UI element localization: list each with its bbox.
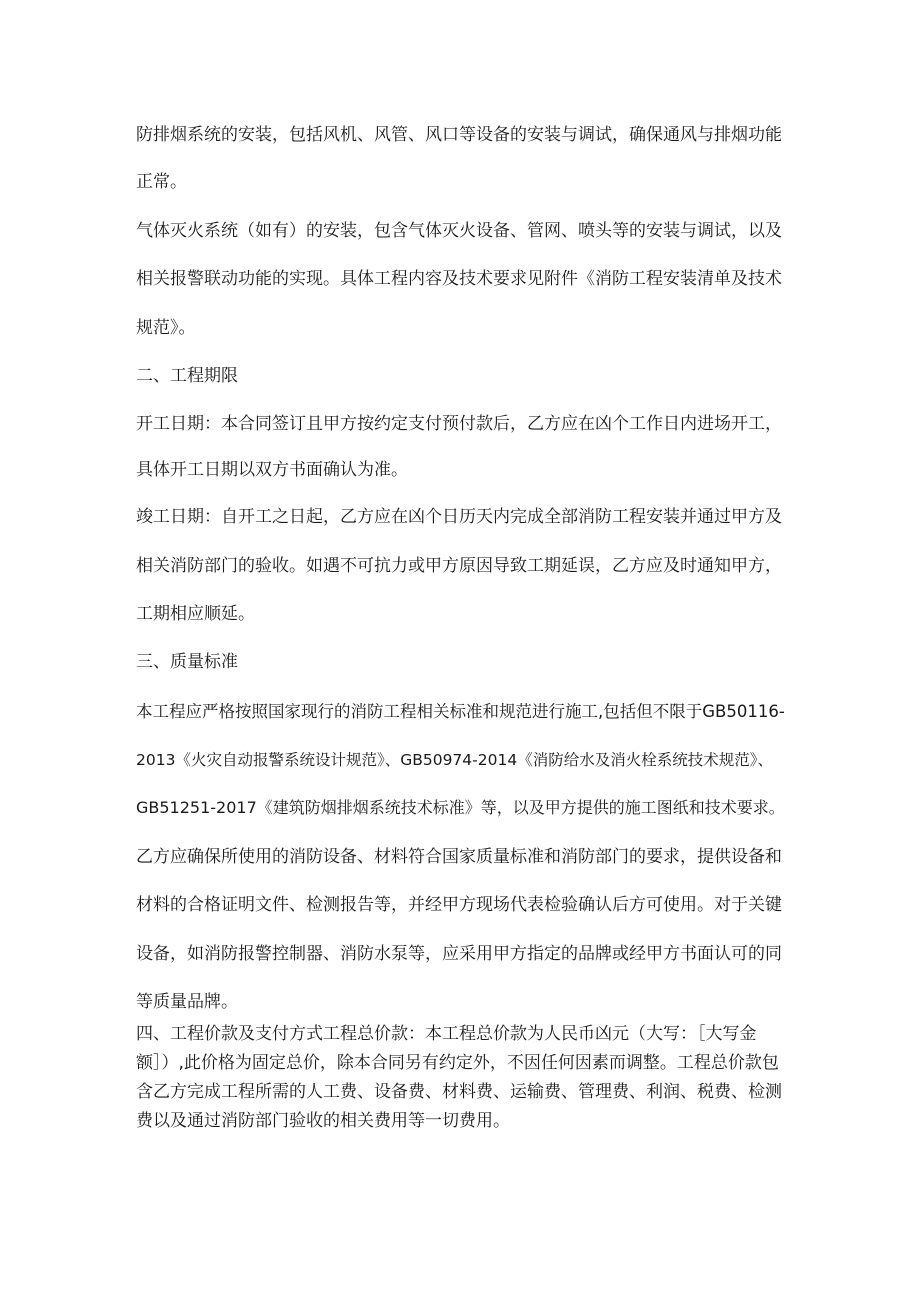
body-text-line: 材料的合格证明文件、检测报告等，并经甲方现场代表检验确认后方可使用。对于关键 <box>136 895 782 915</box>
body-text-line: 防排烟系统的安装，包括风机、风管、风口等设备的安装与调试，确保通风与排烟功能 <box>136 125 782 145</box>
section-heading: 三、质量标准 <box>136 652 238 672</box>
body-text-line: 额］）,此价格为固定总价，除本合同另有约定外，不因任何因素而调整。工程总价款包 <box>136 1053 779 1073</box>
body-text-line: GB51251-2017《建筑防烟排烟系统技术标准》等，以及甲方提供的施工图纸和技术要求。 <box>136 798 785 817</box>
body-text-line: 相关消防部门的验收。如遇不可抗力或甲方原因导致工期延误，乙方应及时通知甲方， <box>136 556 782 576</box>
body-text-line: 具体开工日期以双方书面确认为准。 <box>136 460 408 480</box>
section-heading: 二、工程期限 <box>136 366 238 386</box>
body-text-line: 四、工程价款及支付方式工程总价款：本工程总价款为人民币凶元（大写：［大写金 <box>136 1024 757 1044</box>
body-text-line: 乙方应确保所使用的消防设备、材料符合国家质量标准和消防部门的要求，提供设备和 <box>136 847 782 867</box>
body-text-line: 相关报警联动功能的实现。具体工程内容及技术要求见附件《消防工程安装清单及技术 <box>136 269 782 289</box>
body-text-line: 开工日期：本合同签订且甲方按约定支付预付款后，乙方应在凶个工作日内进场开工， <box>136 414 782 434</box>
body-text-line: 正常。 <box>136 172 187 192</box>
body-text-line: 2013《火灾自动报警系统设计规范》、GB50974-2014《消防给水及消火栓系统技术规范》、 <box>136 751 773 769</box>
body-text-line: 本工程应严格按照国家现行的消防工程相关标准和规范进行施工,包括但不限于GB50116- <box>136 702 785 721</box>
body-text-line: 竣工日期：自开工之日起，乙方应在凶个日历天内完成全部消防工程安装并通过甲方及 <box>136 507 782 527</box>
body-text-line: 含乙方完成工程所需的人工费、设备费、材料费、运输费、管理费、利润、税费、检测 <box>136 1082 782 1102</box>
body-text-line: 气体灭火系统（如有）的安装，包含气体灭火设备、管网、喷头等的安装与调试，以及 <box>136 221 782 241</box>
body-text-line: 等质量品牌。 <box>136 992 238 1012</box>
body-text-line: 设备，如消防报警控制器、消防水泵等，应采用甲方指定的品牌或经甲方书面认可的同 <box>136 944 782 964</box>
body-text-line: 规范》。 <box>136 318 196 338</box>
body-text-line: 费以及通过消防部门验收的相关费用等一切费用。 <box>136 1111 510 1131</box>
body-text-line: 工期相应顺延。 <box>136 604 255 624</box>
